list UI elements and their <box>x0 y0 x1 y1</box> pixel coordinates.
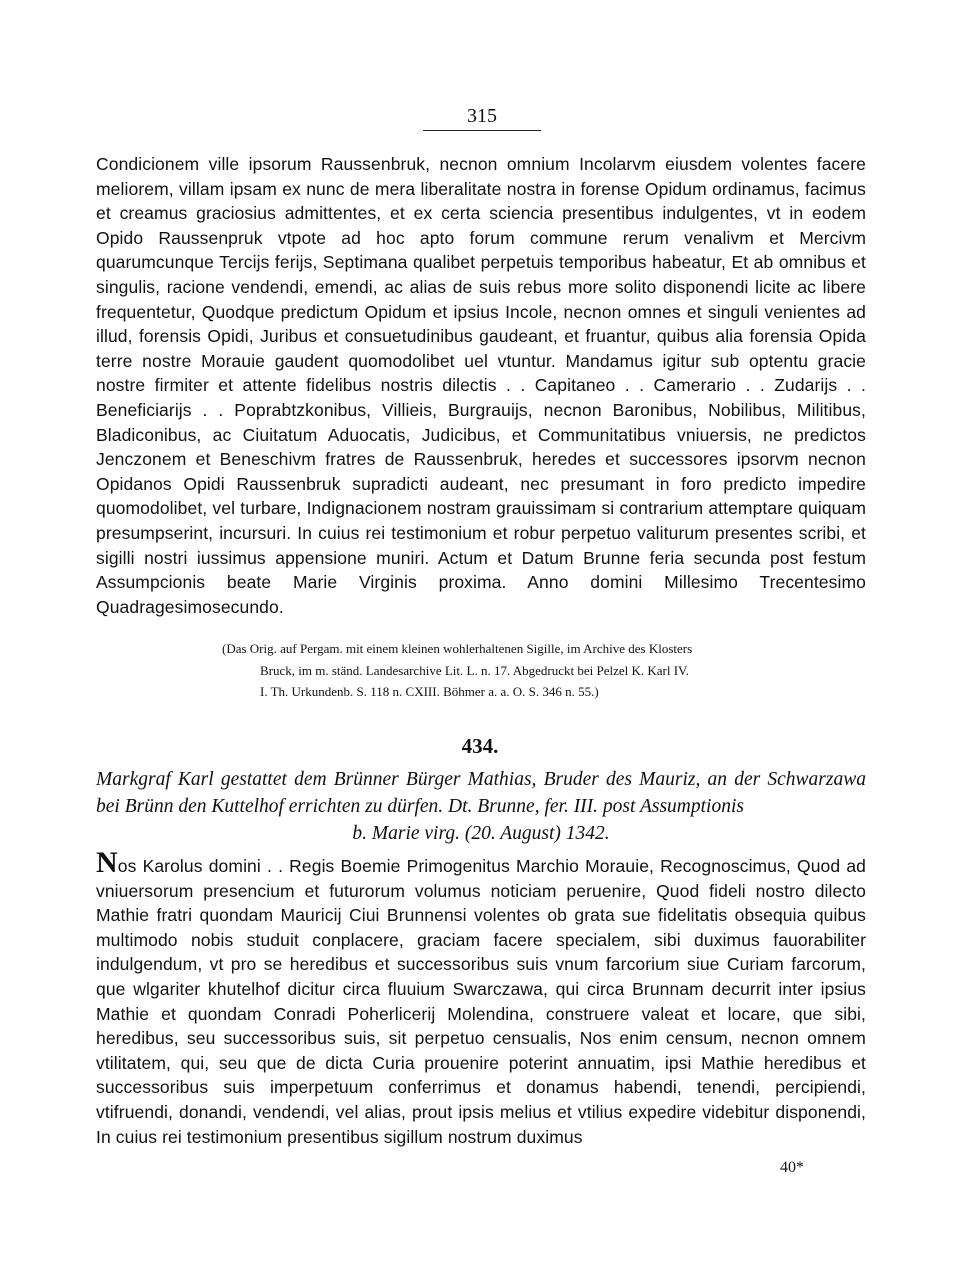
page-number-rule <box>423 130 541 131</box>
source-note-line: Bruck, im m. ständ. Landesarchive Lit. L. n. 17. Abgedruckt bei Pelzel K. Karl IV. <box>260 662 690 678</box>
charter-paragraph-434 <box>96 846 866 1149</box>
charter-text: os Karolus domini . . Regis Boemie Primogenitus Marchio Morauie, Recognoscimus, Quod ad vniuersorum presencium et futurorum volumus noticiam peruenire, Quod fideli nostro dilecto Mathie fratri quondam Mauricij Ciui Brunnensi volentes ob grata sue fidelitatis obsequia quibus multimodo nobis studuit conplacere, graciam facere specialem, sibi duximus fauorabiliter indulgendum, vt pro se heredibus et successoribus suis vnum farcorium siue Curiam farcorum, que wlgariter khutelhof dicitur circa fluuium Swarczawa, qui circa Brunnam decurrit inter ipsius Mathie et quondam Conradi Poherlicerij Molendina, construere valeat et locare, que sibi, heredibus, seu successoribus suis, sit perpetuo censualis, Nos enim censum, necnon omnem vtilitatem, qui, seu que de dicta Curia prouenire poterint annuatim, ipsi Mathie heredibus et successoribus suis imperpetuum conferrimus et donamus habendi, tenendi, percipiendi, vtifruendi, donandi, vendendi, vel alias, prout ipsis melius et vtilius expedire videbitur disponendi, In cuius rei testimonium presentibus sigillum nostrum duximus <box>96 856 866 1147</box>
document-summary <box>96 766 866 847</box>
source-note-line: (Das Orig. auf Pergam. mit einem kleinen wohlerhaltenen Sigille, im Archive des Klosters <box>222 641 693 656</box>
initial-letter: N <box>96 846 118 879</box>
document-number: 434. <box>461 734 499 758</box>
summary-main: Markgraf Karl gestattet dem Brünner Bürger Mathias, Bruder des Mauriz, an der Schwarzawa bei Brünn den Kuttelhof errichten zu dürfen. Dt. Brunne, fer. III. post Assumptionis <box>96 769 866 817</box>
source-note <box>222 638 866 703</box>
summary-date-line: b. Marie virg. (20. August) 1342. <box>352 823 610 844</box>
signature-mark: 40* <box>780 1159 804 1176</box>
source-note-line: I. Th. Urkundenb. S. 118 n. CXIII. Böhmer a. a. O. S. 346 n. 55.) <box>260 684 599 699</box>
charter-paragraph-433: Condicionem ville ipsorum Raussenbruk, necnon omnium Incolarvm eiusdem volentes facere meliorem, villam ipsam ex nunc de mera liberalitate nostra in forense Opidum ordinamus, facimus et creamus graciosius admittentes, et ex certa sciencia presentibus indulgentes, vt in eodem Opido Raussenpruk vtpote ad hoc apto forum commune rerum venalivm et Mercivm quarumcunque Tercijs ferijs, Septimana qualibet perpetuis temporibus habeatur, Et ab omnibus et singulis, racione vendendi, emendi, ac alias de suis rebus more solito disponendi licite ac libere frequentetur, Quodque predictum Opidum et ipsius Incole, necnon omnes et singuli venientes ad illud, forensis Opidi, Juribus et consuetudinibus gaudeant, et fruantur, quibus alia forensia Opida terre nostre Morauie gaudent quomodolibet uel vtuntur. Mandamus igitur sub optentu gracie nostre firmiter et attente fidelibus nostris dilectis . . Capitaneo . . Camerario . . Zudarijs . . Beneficiarijs . . Poprabtzkonibus, Villieis, Burgrauijs, necnon Baronibus, Nobilibus, Militibus, Bladiconibus, ac Ciuitatum Aduocatis, Judicibus, et Communitatibus vniuersis, ne predictos Jenczonem et Beneschivm fratres de Raussenbruk, heredes et successores ipsorvm necnon Opidanos Opidi Raussenbruk supradicti audeant, nec presumant in foro predicto impedire quomodolibet, vel turbare, Indignacionem nostram grauissimam si contrarium attemptare quiquam presumpserint, incursuri. In cuius rei testimonium et robur perpetuo valiturum presentes scribi, et sigilli nostri iussimus appensione muniri. Actum et Datum Brunne feria secunda post festum Assumpcionis beate Marie Virginis proxima. Anno domini Millesimo Trecentesimo Quadragesimosecundo. <box>96 154 866 617</box>
page-number: 315 <box>467 105 497 127</box>
